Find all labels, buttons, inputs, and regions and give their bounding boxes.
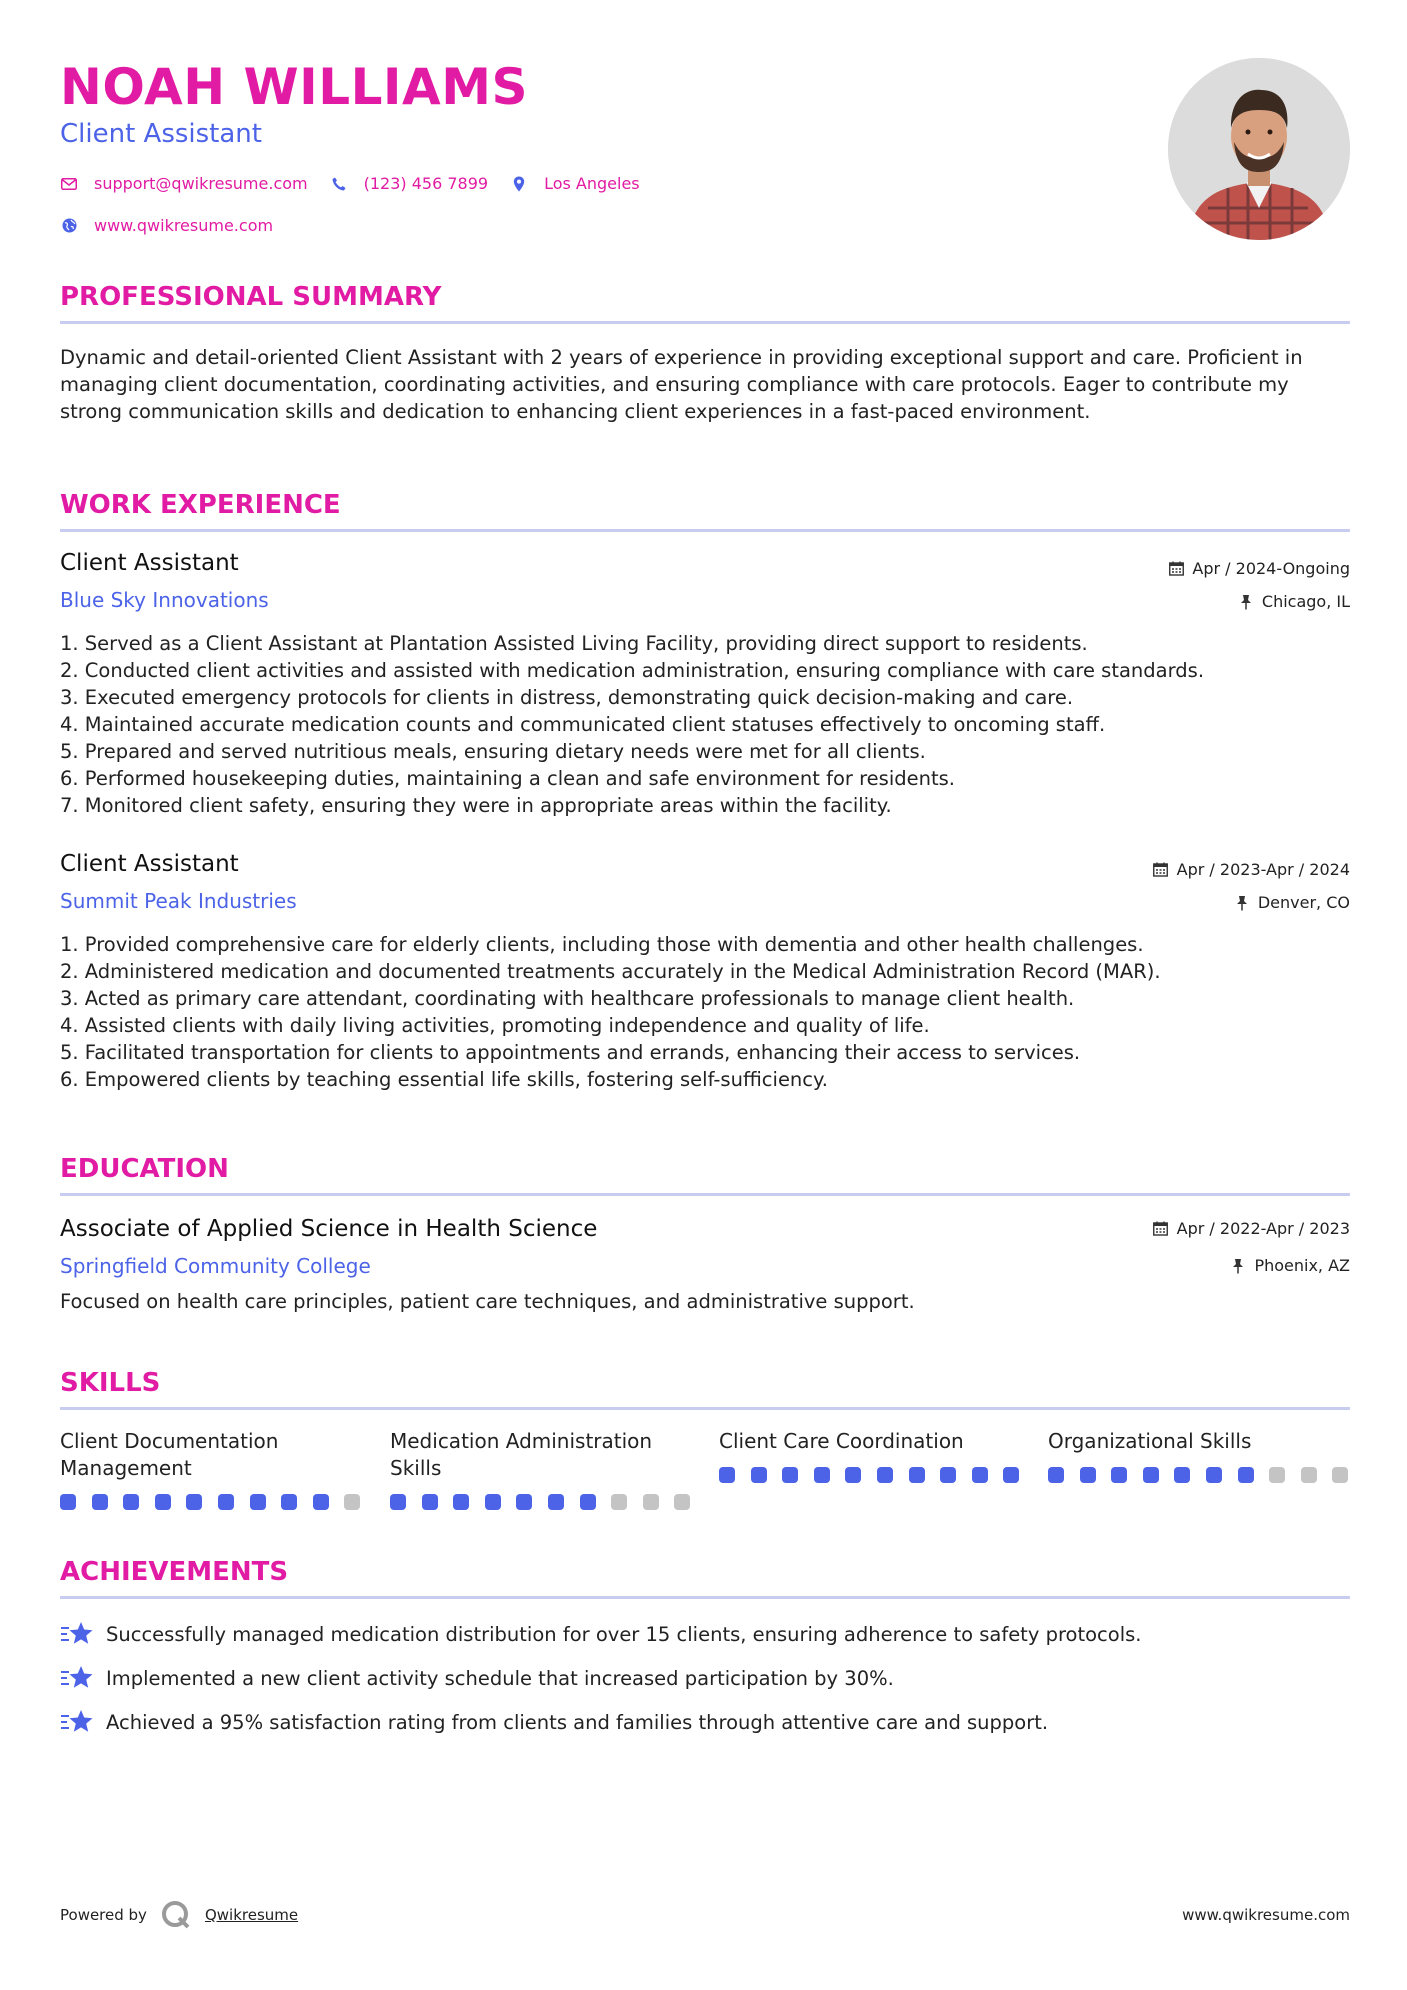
rating-dot-filled	[250, 1494, 266, 1510]
achievement-item	[60, 1620, 1141, 1648]
rating-dot-filled	[281, 1494, 297, 1510]
skill-item	[1048, 1428, 1348, 1455]
experience-heading: WORK EXPERIENCE	[60, 490, 341, 520]
education-dates-text: Apr / 2022-Apr / 2023	[1176, 1219, 1350, 1238]
achievement-text: Implemented a new client activity schedule that increased participation by 30%.	[106, 1666, 894, 1690]
education-location	[1230, 1256, 1350, 1275]
phone-text: (123) 456 7899	[363, 174, 489, 193]
contact-phone[interactable]	[330, 174, 488, 193]
rating-dot-empty	[1332, 1467, 1348, 1483]
footer-powered-by	[60, 1900, 298, 1930]
profile-photo	[1168, 58, 1350, 240]
rating-dot-filled	[1048, 1467, 1064, 1483]
globe-icon	[60, 217, 78, 235]
rating-dot-filled	[845, 1467, 861, 1483]
list-item: 4. Assisted clients with daily living activities, promoting independence and quality of life.	[60, 1014, 930, 1037]
job-dates	[1153, 860, 1350, 879]
list-item: 5. Facilitated transportation for clients to appointments and errands, enhancing their access to services.	[60, 1041, 1081, 1064]
summary-heading: PROFESSIONAL SUMMARY	[60, 282, 442, 312]
rating-dot-filled	[92, 1494, 108, 1510]
skills-divider	[60, 1407, 1350, 1410]
list-item: 6. Performed housekeeping duties, maintaining a clean and safe environment for residents.	[60, 767, 955, 790]
star-icon	[60, 1620, 94, 1648]
pushpin-icon	[1238, 594, 1254, 610]
skill-name: Client Documentation Management	[60, 1429, 279, 1480]
contact-row-website	[60, 216, 295, 235]
rating-dot-filled	[422, 1494, 438, 1510]
calendar-icon	[1153, 862, 1169, 878]
list-item: 5. Prepared and served nutritious meals, ensuring dietary needs were met for all clients.	[60, 740, 926, 763]
list-item: 1. Served as a Client Assistant at Plantation Assisted Living Facility, providing direct support to residents.	[60, 632, 1088, 655]
contact-location	[510, 174, 640, 193]
education-description: Focused on health care principles, patient care techniques, and administrative support.	[60, 1290, 915, 1313]
contact-row	[60, 174, 662, 193]
rating-dot-empty	[1269, 1467, 1285, 1483]
rating-dot-filled	[1174, 1467, 1190, 1483]
skills-heading: SKILLS	[60, 1368, 161, 1398]
achievement-item	[60, 1664, 894, 1692]
footer-website[interactable]: www.qwikresume.com	[1182, 1906, 1350, 1924]
job-company: Blue Sky Innovations	[60, 588, 269, 612]
email-icon	[60, 175, 78, 193]
rating-dot-filled	[485, 1494, 501, 1510]
skill-rating	[60, 1494, 376, 1510]
job-title: Client Assistant	[60, 550, 239, 576]
rating-dot-filled	[516, 1494, 532, 1510]
rating-dot-filled	[1080, 1467, 1096, 1483]
job-location	[1238, 592, 1350, 611]
rating-dot-filled	[877, 1467, 893, 1483]
rating-dot-filled	[1111, 1467, 1127, 1483]
skill-name: Medication Administration Skills	[390, 1429, 653, 1480]
skill-rating	[719, 1467, 1035, 1483]
rating-dot-filled	[155, 1494, 171, 1510]
rating-dot-filled	[1238, 1467, 1254, 1483]
rating-dot-filled	[548, 1494, 564, 1510]
job-location	[1234, 893, 1350, 912]
job-dates-text: Apr / 2023-Apr / 2024	[1176, 860, 1350, 879]
job-location-text: Denver, CO	[1257, 893, 1350, 912]
list-item: 7. Monitored client safety, ensuring they were in appropriate areas within the facility.	[60, 794, 892, 817]
list-item: 4. Maintained accurate medication counts and communicated client statuses effectively to oncoming staff.	[60, 713, 1106, 736]
rating-dot-filled	[909, 1467, 925, 1483]
skill-rating	[1048, 1467, 1364, 1483]
summary-text: Dynamic and detail-oriented Client Assistant with 2 years of experience in providing exceptional support and care. Proficient in managing client documentation, coordinating activities, and ensuring compliance with care protocols. Eager to contribute my strong communication skills and dedication to enhancing client experiences in a fast-paced environment.	[60, 346, 1303, 423]
list-item: 2. Conducted client activities and assisted with medication administration, ensuring compliance with care standards.	[60, 659, 1205, 682]
rating-dot-filled	[123, 1494, 139, 1510]
achievement-text: Achieved a 95% satisfaction rating from clients and families through attentive care and support.	[106, 1710, 1049, 1734]
contact-email[interactable]	[60, 174, 308, 193]
job-location-text: Chicago, IL	[1261, 592, 1350, 611]
candidate-role: Client Assistant	[60, 119, 262, 149]
rating-dot-filled	[751, 1467, 767, 1483]
website-text: www.qwikresume.com	[94, 216, 274, 235]
job-title: Client Assistant	[60, 851, 239, 877]
phone-icon	[330, 175, 348, 193]
achievement-text: Successfully managed medication distribution for over 15 clients, ensuring adherence to safety protocols.	[106, 1622, 1142, 1646]
calendar-icon	[1153, 1221, 1169, 1237]
skill-name: Organizational Skills	[1048, 1429, 1252, 1453]
rating-dot-empty	[643, 1494, 659, 1510]
job-dates-text: Apr / 2024-Ongoing	[1192, 559, 1350, 578]
job-dates	[1168, 559, 1350, 578]
rating-dot-filled	[972, 1467, 988, 1483]
rating-dot-filled	[814, 1467, 830, 1483]
rating-dot-filled	[782, 1467, 798, 1483]
experience-divider	[60, 529, 1350, 532]
rating-dot-filled	[719, 1467, 735, 1483]
list-item: 1. Provided comprehensive care for elderly clients, including those with dementia and other health challenges.	[60, 933, 1144, 956]
candidate-name: NOAH WILLIAMS	[60, 58, 528, 116]
rating-dot-filled	[390, 1494, 406, 1510]
rating-dot-filled	[940, 1467, 956, 1483]
rating-dot-empty	[1301, 1467, 1317, 1483]
skill-item	[719, 1428, 1019, 1455]
rating-dot-empty	[611, 1494, 627, 1510]
rating-dot-filled	[453, 1494, 469, 1510]
rating-dot-empty	[344, 1494, 360, 1510]
rating-dot-filled	[313, 1494, 329, 1510]
qwikresume-logo-icon	[161, 1900, 191, 1930]
achievements-divider	[60, 1596, 1350, 1599]
rating-dot-filled	[218, 1494, 234, 1510]
education-divider	[60, 1193, 1350, 1196]
rating-dot-filled	[186, 1494, 202, 1510]
rating-dot-filled	[1206, 1467, 1222, 1483]
calendar-icon	[1168, 561, 1184, 577]
resume-page	[60, 0, 1350, 1990]
achievements-heading: ACHIEVEMENTS	[60, 1557, 289, 1587]
education-heading: EDUCATION	[60, 1154, 229, 1184]
achievement-item	[60, 1708, 1048, 1736]
star-icon	[60, 1664, 94, 1692]
rating-dot-filled	[60, 1494, 76, 1510]
location-pin-icon	[510, 175, 528, 193]
job-bullets	[60, 630, 1350, 819]
list-item: 2. Administered medication and documented treatments accurately in the Medical Administration Record (MAR).	[60, 960, 1161, 983]
skill-item	[60, 1428, 360, 1482]
rating-dot-empty	[674, 1494, 690, 1510]
job-company: Summit Peak Industries	[60, 889, 297, 913]
list-item: 3. Acted as primary care attendant, coordinating with healthcare professionals to manage client health.	[60, 987, 1075, 1010]
rating-dot-filled	[1003, 1467, 1019, 1483]
brand-link[interactable]: Qwikresume	[204, 1906, 299, 1924]
skill-item	[390, 1428, 690, 1482]
list-item: 6. Empowered clients by teaching essential life skills, fostering self-sufficiency.	[60, 1068, 828, 1091]
education-degree: Associate of Applied Science in Health Science	[60, 1216, 598, 1242]
skill-rating	[390, 1494, 706, 1510]
location-text: Los Angeles	[544, 174, 640, 193]
star-icon	[60, 1708, 94, 1736]
pushpin-icon	[1230, 1258, 1246, 1274]
email-text: support@qwikresume.com	[94, 174, 308, 193]
list-item: 3. Executed emergency protocols for clients in distress, demonstrating quick decision-making and care.	[60, 686, 1074, 709]
pushpin-icon	[1234, 895, 1250, 911]
rating-dot-filled	[580, 1494, 596, 1510]
skill-name: Client Care Coordination	[719, 1429, 964, 1453]
powered-by-label: Powered by	[60, 1906, 147, 1924]
job-bullets	[60, 931, 1350, 1093]
education-location-text: Phoenix, AZ	[1254, 1256, 1350, 1275]
education-dates	[1153, 1219, 1350, 1238]
education-school: Springfield Community College	[60, 1254, 371, 1278]
rating-dot-filled	[1143, 1467, 1159, 1483]
contact-website[interactable]	[60, 216, 273, 235]
summary-divider	[60, 321, 1350, 324]
